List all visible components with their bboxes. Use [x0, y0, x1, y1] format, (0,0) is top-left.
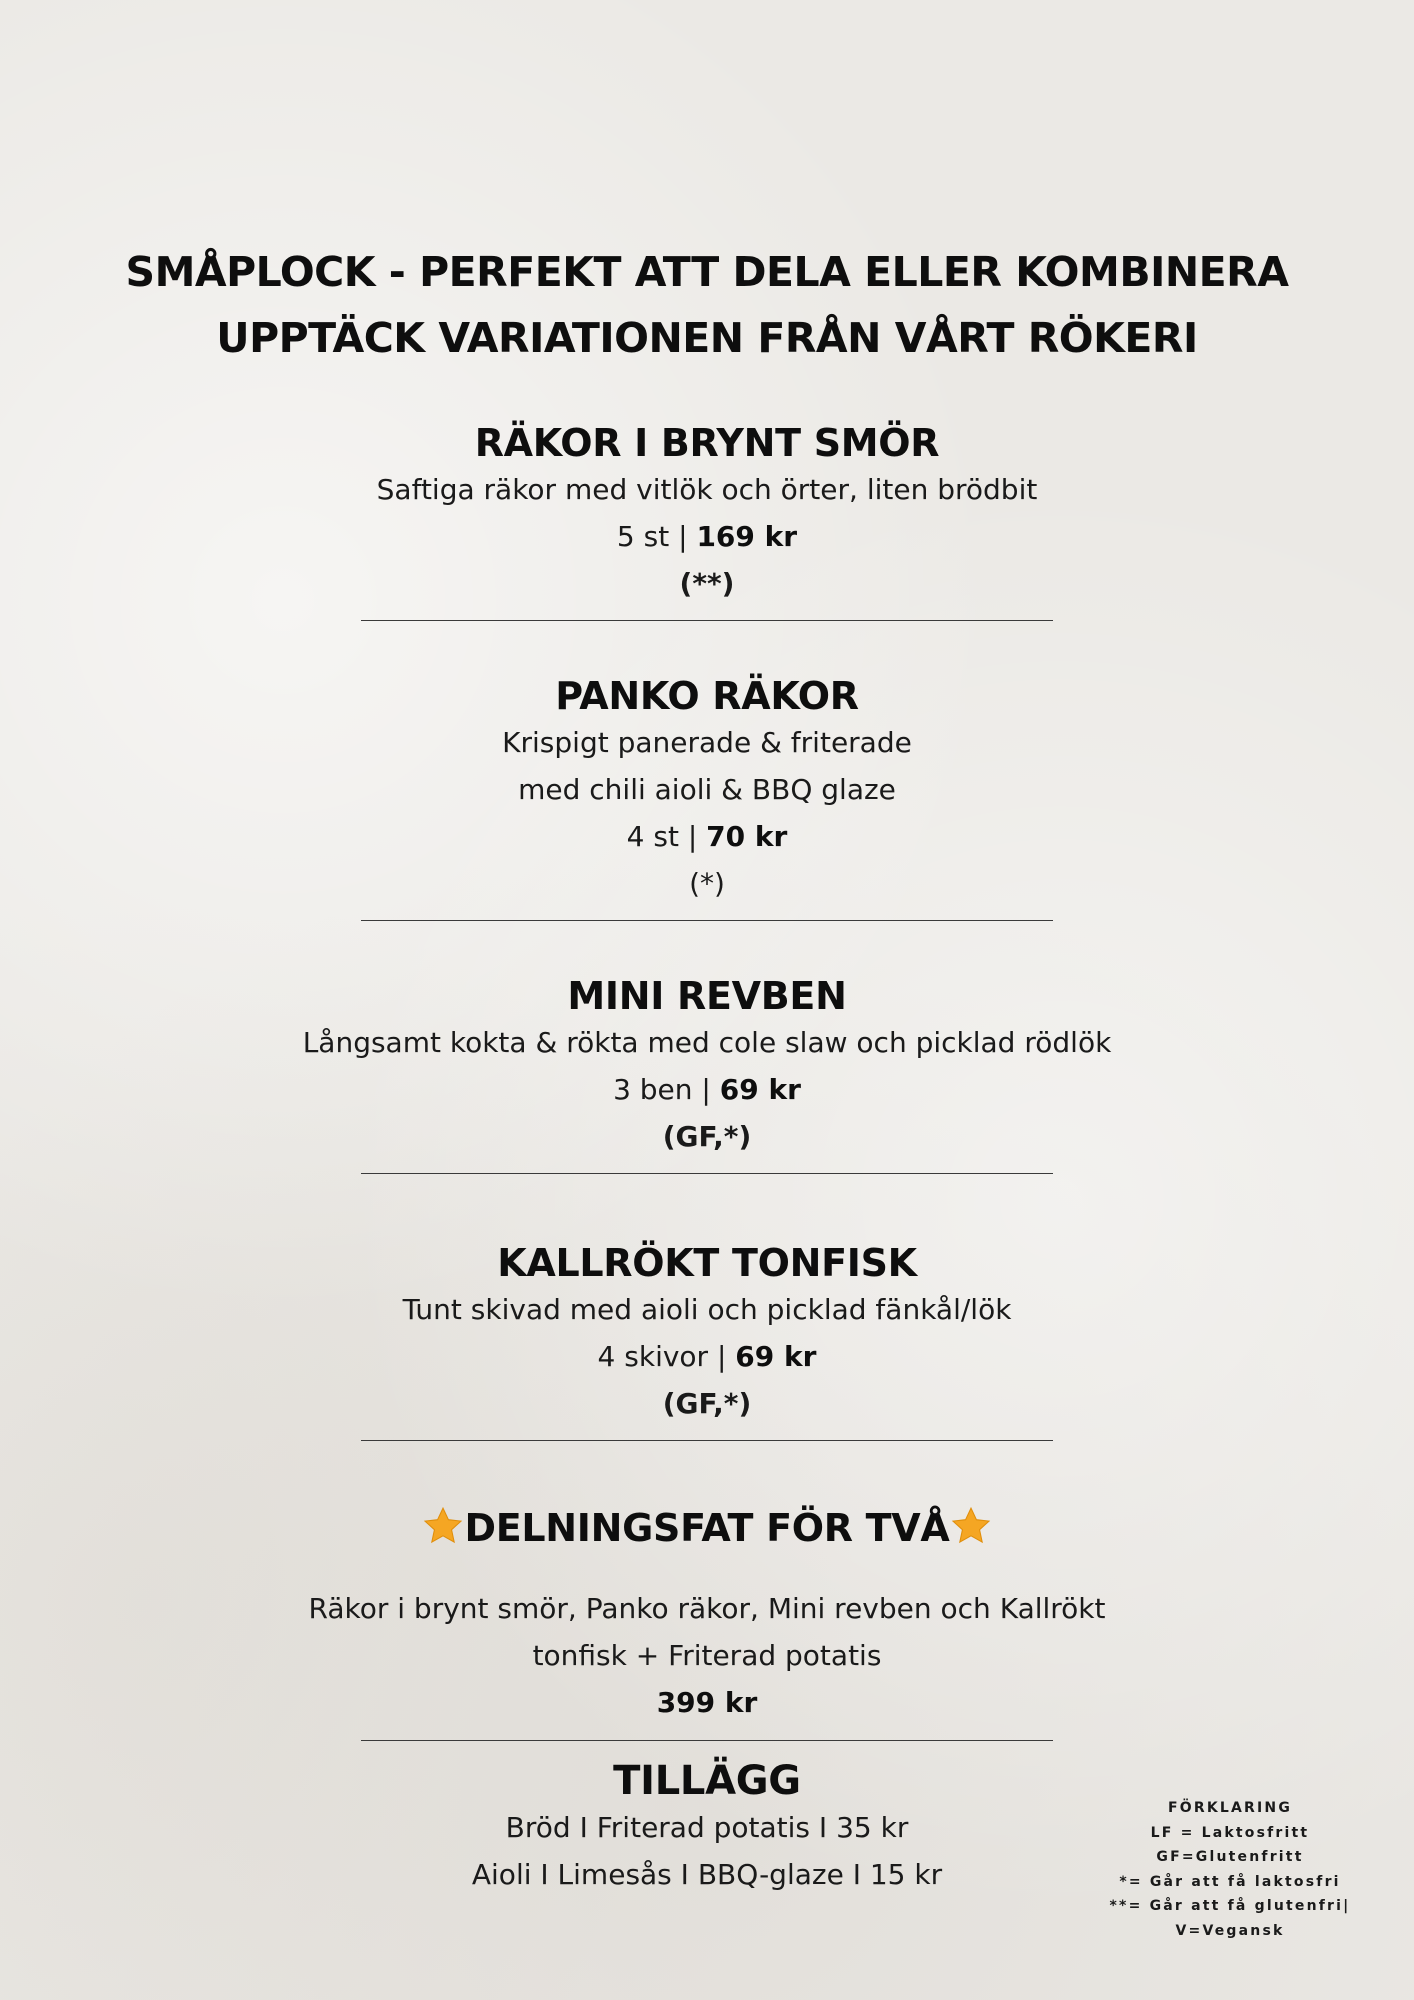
menu-heading-line1: SMÅPLOCK - PERFEKT ATT DELA ELLER KOMBINERA: [125, 248, 1289, 296]
extras-line1: Bröd I Friterad potatis I 35 kr: [505, 1811, 909, 1844]
platter-price: 399 kr: [656, 1686, 758, 1719]
menu-heading-line2: UPPTÄCK VARIATIONEN FRÅN VÅRT RÖKERI: [216, 314, 1198, 362]
star-icon: [422, 1505, 464, 1547]
dish-mini-revben: [0, 973, 1414, 1160]
dish-name: KALLRÖKT TONFISK: [497, 1241, 917, 1285]
star-icon: [950, 1505, 992, 1547]
dish-note: (**): [679, 567, 735, 600]
platter-description-line1: Räkor i brynt smör, Panko räkor, Mini revben och Kallrökt: [308, 1592, 1106, 1625]
dish-price: 69 kr: [735, 1340, 817, 1373]
dish-price: 69 kr: [719, 1073, 801, 1106]
dish-note: (GF,*): [662, 1120, 752, 1153]
dish-price: 169 kr: [696, 520, 798, 553]
legend-item: LF = Laktosfritt: [1150, 1824, 1310, 1841]
legend-item: V=Vegansk: [1175, 1922, 1285, 1939]
dish-name: PANKO RÄKOR: [555, 674, 859, 718]
dish-description: Tunt skivad med aioli och picklad fänkål/lök: [402, 1293, 1012, 1326]
extras-line2: Aioli I Limesås I BBQ-glaze I 15 kr: [471, 1858, 943, 1891]
dish-quantity: 4 st |: [626, 820, 707, 853]
platter-for-two: [0, 1505, 1414, 1726]
dish-description-line2: med chili aioli & BBQ glaze: [518, 773, 896, 806]
dish-quantity: 5 st |: [616, 520, 697, 553]
legend: [1090, 1796, 1370, 1943]
legend-item: *= Går att få laktosfri: [1119, 1873, 1341, 1890]
divider: [361, 1440, 1053, 1441]
platter-description-line2: tonfisk + Friterad potatis: [532, 1639, 882, 1672]
dish-quantity-price: [0, 1066, 1414, 1113]
dish-note: (GF,*): [662, 1387, 752, 1420]
extras-title: TILLÄGG: [613, 1758, 801, 1804]
dish-quantity-price: [0, 513, 1414, 560]
dish-description: Långsamt kokta & rökta med cole slaw och picklad rödlök: [302, 1026, 1112, 1059]
dish-quantity-price: [0, 1333, 1414, 1380]
divider: [361, 920, 1053, 921]
divider: [361, 1740, 1053, 1741]
dish-price: 70 kr: [706, 820, 788, 853]
dish-quantity: 4 skivor |: [597, 1340, 736, 1373]
dish-description-line1: Krispigt panerade & friterade: [502, 726, 912, 759]
dish-kallrokt-tonfisk: [0, 1240, 1414, 1427]
divider: [361, 1173, 1053, 1174]
dish-rakor-i-brynt-smor: [0, 420, 1414, 607]
dish-quantity: 3 ben |: [613, 1073, 720, 1106]
divider: [361, 620, 1053, 621]
dish-name: MINI REVBEN: [567, 974, 847, 1018]
legend-item: **= Går att få glutenfri|: [1109, 1898, 1351, 1914]
dish-panko-rakor: [0, 673, 1414, 907]
dish-quantity-price: [0, 813, 1414, 860]
platter-title: [0, 1505, 1414, 1551]
legend-item: GF=Glutenfritt: [1156, 1849, 1304, 1865]
dish-description: Saftiga räkor med vitlök och örter, liten brödbit: [376, 473, 1038, 506]
dish-note: (*): [689, 867, 725, 900]
dish-name: RÄKOR I BRYNT SMÖR: [474, 421, 940, 465]
legend-title: FÖRKLARING: [1167, 1800, 1293, 1816]
platter-name: DELNINGSFAT FÖR TVÅ: [464, 1506, 950, 1550]
